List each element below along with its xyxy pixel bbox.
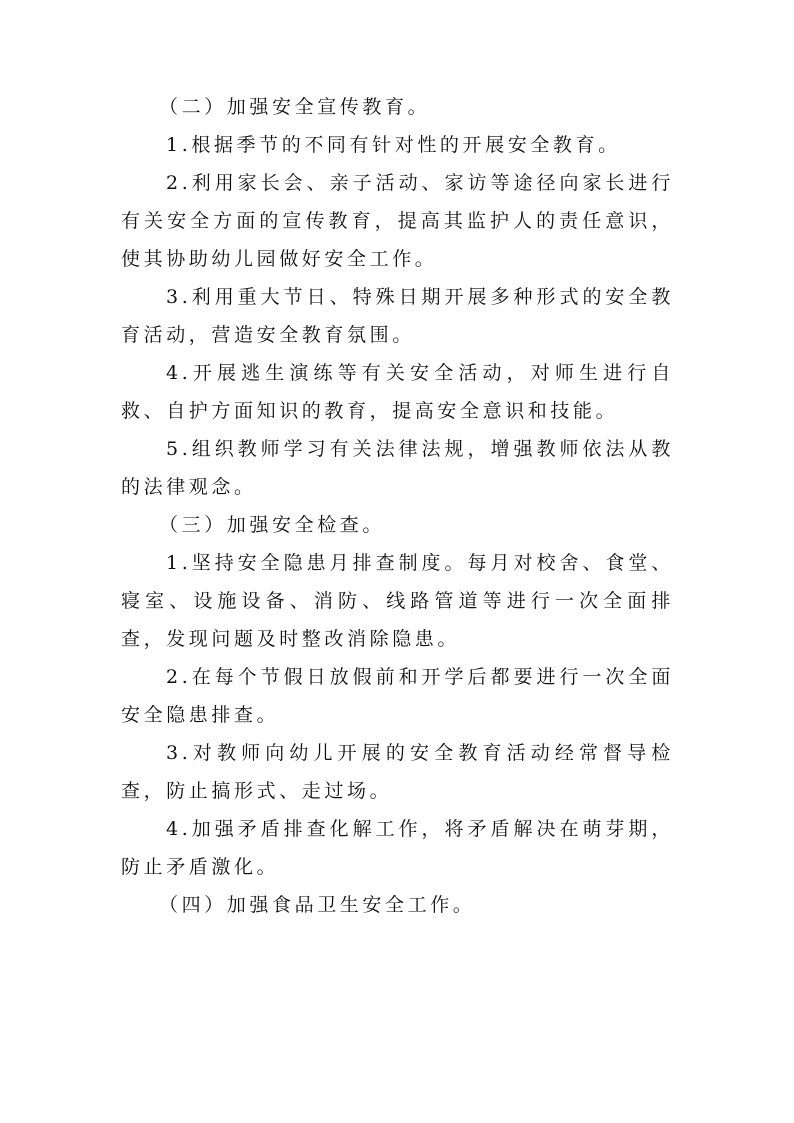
list-item: 2.利用家长会、亲子活动、家访等途径向家长进行有关安全方面的宣传教育，提高其监护人的责任意识，使其协助幼儿园做好安全工作。 [121,172,674,270]
list-item: 1.坚持安全隐患月排查制度。每月对校舍、食堂、寝室、设施设备、消防、线路管道等进行一次全面排查，发现问题及时整改消除隐患。 [121,552,674,650]
document-page [121,88,674,924]
list-item: 3.利用重大节日、特殊日期开展多种形式的安全教育活动，营造安全教育氛围。 [121,286,674,346]
list-item: 4.开展逃生演练等有关安全活动，对师生进行自救、自护方面知识的教育，提高安全意识和技能。 [121,362,674,422]
list-item: 2.在每个节假日放假前和开学后都要进行一次全面安全隐患排查。 [121,666,674,726]
section-heading-4: （四）加强食品卫生安全工作。 [159,894,476,916]
list-item: 1.根据季节的不同有针对性的开展安全教育。 [166,134,621,156]
list-item: 3.对教师向幼儿开展的安全教育活动经常督导检查，防止搞形式、走过场。 [121,742,674,802]
section-heading-3: （三）加强安全检查。 [159,514,386,536]
list-item: 5.组织教师学习有关法律法规，增强教师依法从教的法律观念。 [121,438,674,498]
list-item: 4.加强矛盾排查化解工作，将矛盾解决在萌芽期，防止矛盾激化。 [121,818,674,878]
section-heading-2: （二）加强安全宣传教育。 [159,96,431,118]
